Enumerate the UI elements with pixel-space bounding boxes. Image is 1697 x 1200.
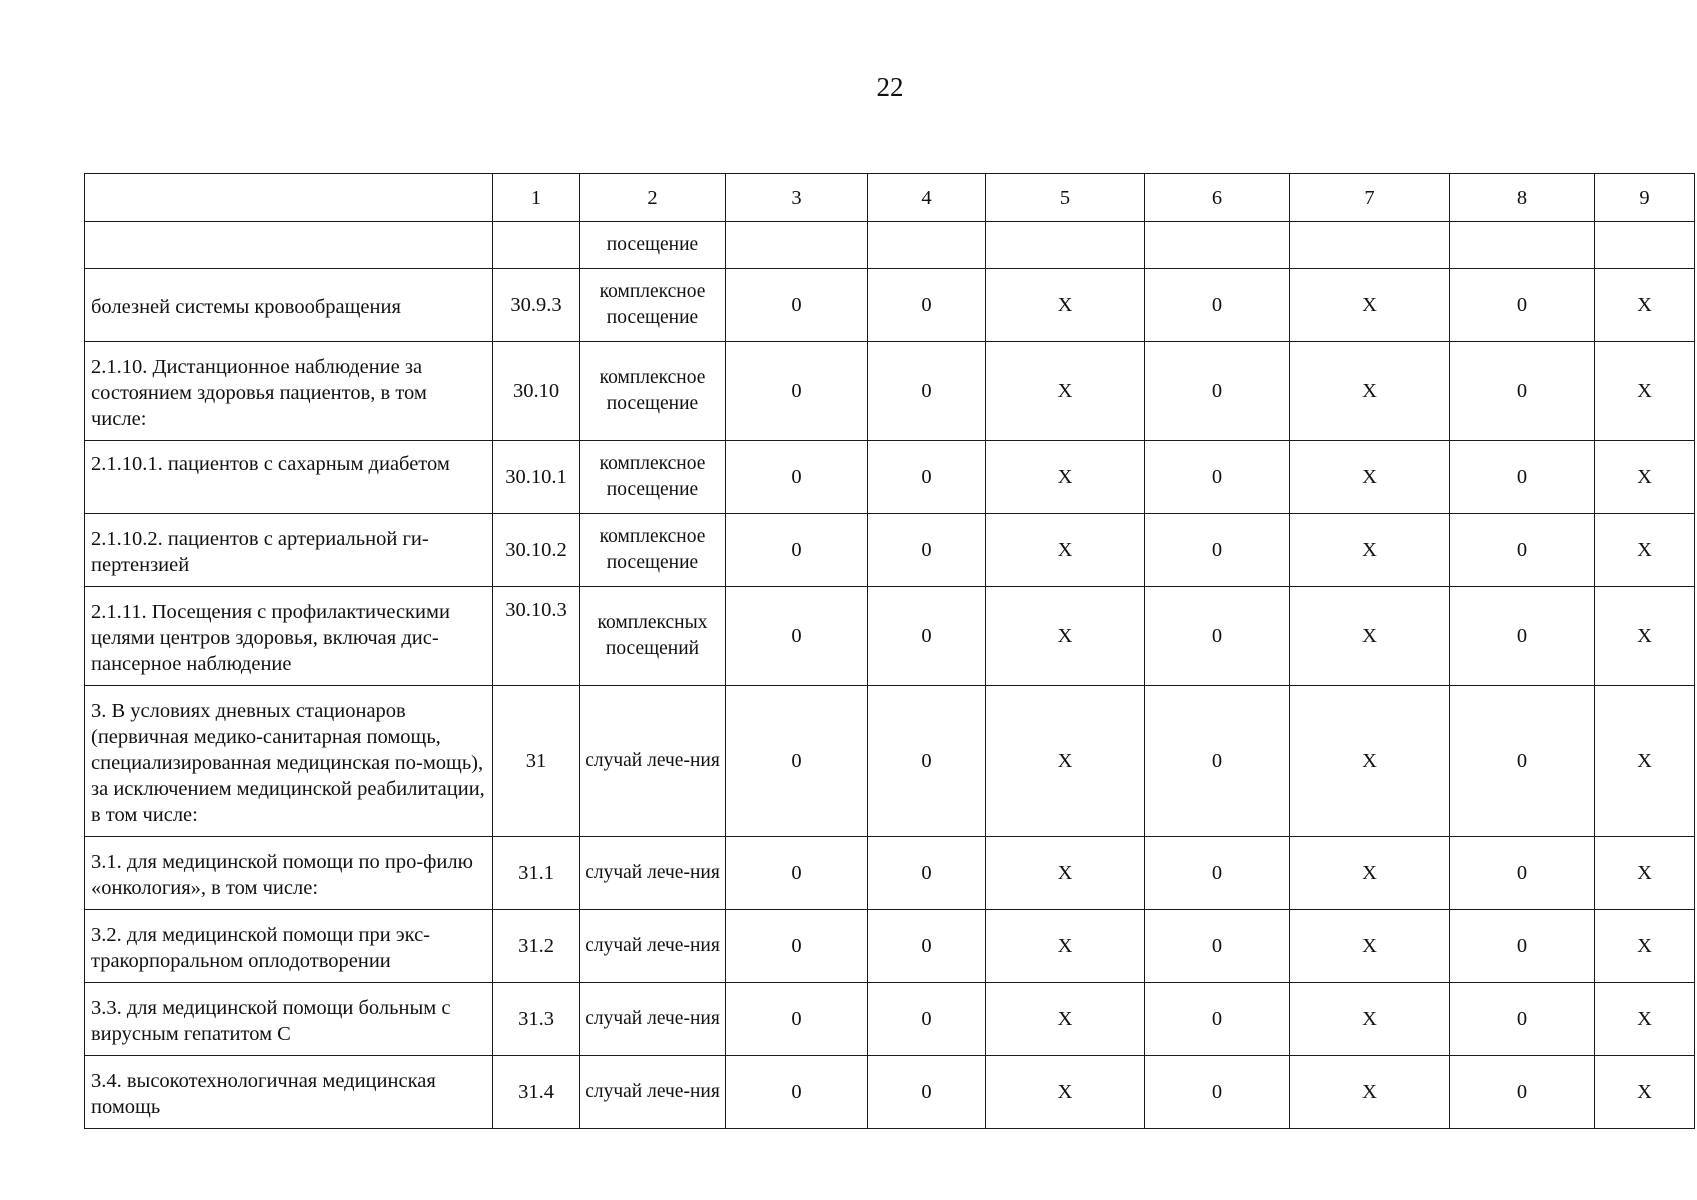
- row-name: 2.1.11. Посещения с профилактическими целями центров здоровья, включая дис-пансерное наблюдение: [85, 587, 493, 686]
- table-row: [85, 837, 1695, 910]
- row-value: [1290, 222, 1450, 269]
- header-cell: 8: [1450, 174, 1595, 222]
- table-row: [85, 441, 1695, 514]
- row-unit: посещение: [580, 222, 726, 269]
- header-cell: 9: [1595, 174, 1695, 222]
- row-unit: случай лече-ния: [580, 1056, 726, 1129]
- row-value: 0: [1145, 342, 1290, 441]
- row-unit: комплексное посещение: [580, 514, 726, 587]
- row-value: [868, 222, 986, 269]
- row-name: 3.4. высокотехнологичная медицинская помощь: [85, 1056, 493, 1129]
- header-cell: 3: [726, 174, 868, 222]
- row-name: [85, 222, 493, 269]
- row-value: 0: [1145, 1056, 1290, 1129]
- row-value: 0: [868, 587, 986, 686]
- row-name: 2.1.10.1. пациентов с сахарным диабетом: [85, 441, 493, 514]
- row-value: 0: [868, 441, 986, 514]
- row-unit: комплексное посещение: [580, 441, 726, 514]
- row-value: X: [1595, 1056, 1695, 1129]
- row-value: X: [986, 342, 1145, 441]
- data-table: [84, 173, 1695, 1129]
- row-value: 0: [1450, 514, 1595, 587]
- page-number: 22: [876, 72, 904, 102]
- row-value: 0: [1145, 441, 1290, 514]
- row-value: X: [1595, 587, 1695, 686]
- row-name: 3.2. для медицинской помощи при экс-тракорпоральном оплодотворении: [85, 910, 493, 983]
- row-value: X: [1595, 983, 1695, 1056]
- row-value: X: [986, 1056, 1145, 1129]
- row-value: 0: [726, 269, 868, 342]
- row-value: X: [986, 441, 1145, 514]
- row-code: 30.10.1: [493, 441, 580, 514]
- row-unit: комплексных посещений: [580, 587, 726, 686]
- row-unit: случай лече-ния: [580, 837, 726, 910]
- row-value: X: [986, 587, 1145, 686]
- header-cell: 4: [868, 174, 986, 222]
- header-cell: 2: [580, 174, 726, 222]
- row-value: 0: [726, 1056, 868, 1129]
- row-value: X: [1595, 342, 1695, 441]
- row-value: 0: [1450, 269, 1595, 342]
- row-value: X: [986, 269, 1145, 342]
- row-value: 0: [1145, 514, 1290, 587]
- row-value: X: [1595, 441, 1695, 514]
- table-header-row: [85, 174, 1695, 222]
- table-row: [85, 910, 1695, 983]
- row-unit: комплексное посещение: [580, 269, 726, 342]
- row-value: 0: [726, 587, 868, 686]
- row-value: [986, 222, 1145, 269]
- row-value: 0: [868, 686, 986, 837]
- row-value: X: [986, 514, 1145, 587]
- row-name: болезней системы кровообращения: [85, 269, 493, 342]
- table-row: [85, 222, 1695, 269]
- row-value: X: [1290, 686, 1450, 837]
- row-value: X: [1290, 1056, 1450, 1129]
- table-row: [85, 269, 1695, 342]
- row-value: 0: [1145, 686, 1290, 837]
- row-value: X: [1290, 342, 1450, 441]
- row-value: X: [1595, 837, 1695, 910]
- row-unit: случай лече-ния: [580, 686, 726, 837]
- row-value: X: [1595, 910, 1695, 983]
- header-cell: 7: [1290, 174, 1450, 222]
- row-value: 0: [1145, 587, 1290, 686]
- row-value: X: [986, 837, 1145, 910]
- row-value: 0: [1450, 1056, 1595, 1129]
- row-value: 0: [1145, 837, 1290, 910]
- row-unit: комплексное посещение: [580, 342, 726, 441]
- row-value: 0: [1450, 587, 1595, 686]
- row-unit: случай лече-ния: [580, 983, 726, 1056]
- row-value: X: [1290, 837, 1450, 910]
- row-value: 0: [726, 342, 868, 441]
- row-value: 0: [868, 1056, 986, 1129]
- row-value: 0: [868, 837, 986, 910]
- row-code: 30.10: [493, 342, 580, 441]
- row-value: 0: [868, 910, 986, 983]
- row-name: 2.1.10.2. пациентов с артериальной ги-пертензией: [85, 514, 493, 587]
- row-value: 0: [868, 514, 986, 587]
- row-value: 0: [868, 983, 986, 1056]
- row-value: 0: [726, 910, 868, 983]
- row-code: 30.10.3: [493, 587, 580, 686]
- row-value: 0: [726, 441, 868, 514]
- table-row: [85, 587, 1695, 686]
- table-row: [85, 514, 1695, 587]
- table-row: [85, 342, 1695, 441]
- row-name: 3. В условиях дневных стационаров (первичная медико-санитарная помощь, специализированная медицинская по-мощь), за исключением медицинской реабилитации, в том числе:: [85, 686, 493, 837]
- row-value: 0: [1450, 983, 1595, 1056]
- row-value: 0: [1450, 910, 1595, 983]
- row-value: X: [1290, 514, 1450, 587]
- row-value: 0: [726, 686, 868, 837]
- table-row: [85, 1056, 1695, 1129]
- row-value: [1145, 222, 1290, 269]
- row-code: 31.3: [493, 983, 580, 1056]
- row-value: 0: [1145, 269, 1290, 342]
- row-value: X: [1595, 269, 1695, 342]
- row-value: 0: [1450, 837, 1595, 910]
- row-value: 0: [726, 837, 868, 910]
- row-value: [1595, 222, 1695, 269]
- row-value: X: [1595, 514, 1695, 587]
- row-code: 30.10.2: [493, 514, 580, 587]
- row-value: X: [986, 983, 1145, 1056]
- row-value: X: [1290, 587, 1450, 686]
- row-value: 0: [1450, 686, 1595, 837]
- row-value: 0: [1145, 910, 1290, 983]
- row-value: X: [1290, 269, 1450, 342]
- header-cell: 5: [986, 174, 1145, 222]
- row-unit: случай лече-ния: [580, 910, 726, 983]
- table-row: [85, 686, 1695, 837]
- header-cell: 6: [1145, 174, 1290, 222]
- row-value: 0: [1450, 441, 1595, 514]
- row-value: X: [1595, 686, 1695, 837]
- row-value: 0: [726, 514, 868, 587]
- header-cell: 1: [493, 174, 580, 222]
- row-code: 30.9.3: [493, 269, 580, 342]
- row-value: [726, 222, 868, 269]
- row-value: X: [986, 910, 1145, 983]
- row-code: 31.1: [493, 837, 580, 910]
- row-code: 31.4: [493, 1056, 580, 1129]
- row-value: X: [1290, 983, 1450, 1056]
- row-name: 2.1.10. Дистанционное наблюдение за состоянием здоровья пациентов, в том числе:: [85, 342, 493, 441]
- row-value: X: [1290, 441, 1450, 514]
- row-value: X: [1290, 910, 1450, 983]
- row-name: 3.3. для медицинской помощи больным с вирусным гепатитом С: [85, 983, 493, 1056]
- row-code: 31.2: [493, 910, 580, 983]
- row-code: 31: [493, 686, 580, 837]
- row-name: 3.1. для медицинской помощи по про-филю «онкология», в том числе:: [85, 837, 493, 910]
- table-row: [85, 983, 1695, 1056]
- row-value: 0: [1145, 983, 1290, 1056]
- row-value: 0: [1450, 342, 1595, 441]
- row-code: [493, 222, 580, 269]
- header-cell: [85, 174, 493, 222]
- row-value: 0: [726, 983, 868, 1056]
- row-value: 0: [868, 342, 986, 441]
- row-value: [1450, 222, 1595, 269]
- row-value: 0: [868, 269, 986, 342]
- row-value: X: [986, 686, 1145, 837]
